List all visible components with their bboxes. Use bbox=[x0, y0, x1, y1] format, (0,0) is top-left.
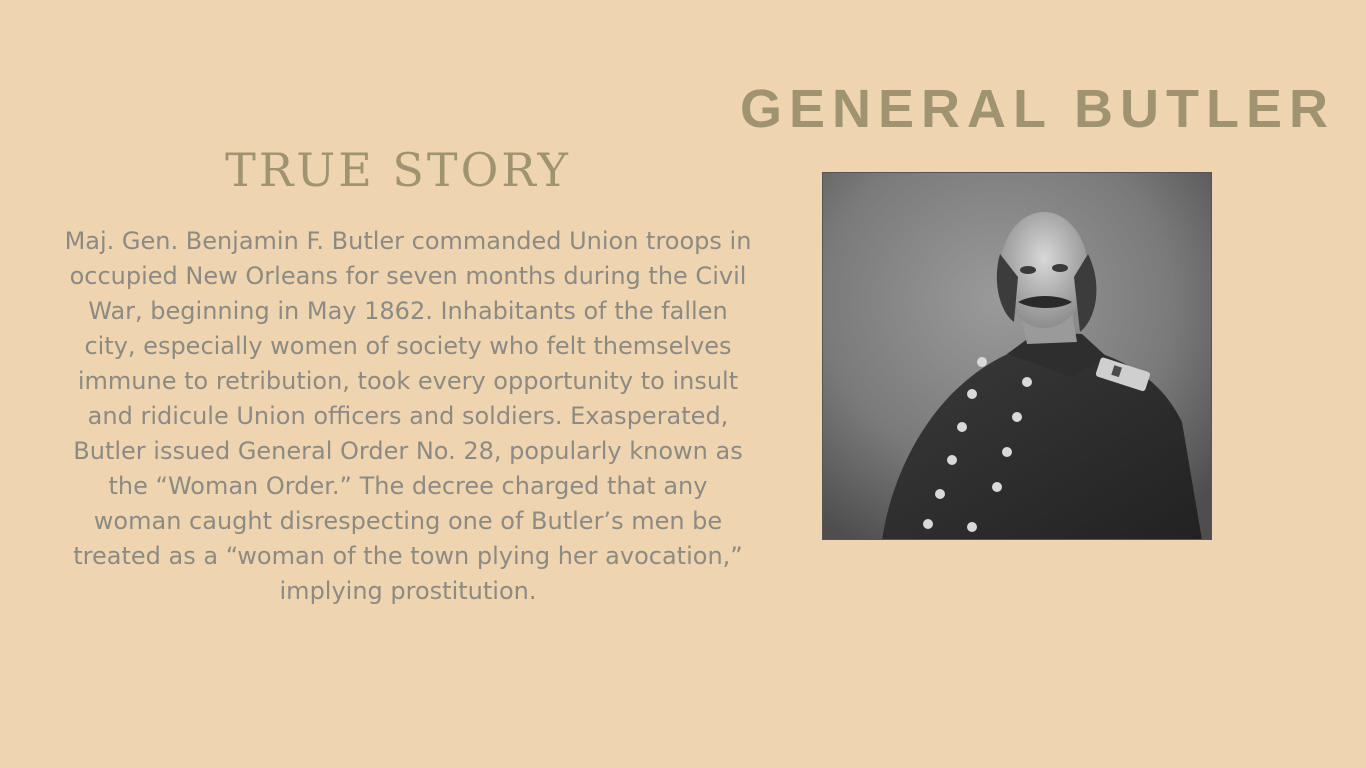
general-portrait-image bbox=[822, 172, 1212, 540]
general-butler-title: GENERAL BUTLER bbox=[740, 79, 1336, 139]
true-story-title: TRUE STORY bbox=[225, 143, 571, 197]
story-paragraph: Maj. Gen. Benjamin F. Butler commanded Union troops in occupied New Orleans for seven months during the Civil War, beginning in May 1862. Inhabitants of the fallen city, especially women of society who felt themselves immune to retribution, took every opportunity to insult and ridicule Union officers and soldiers. Exasperated, Butler issued General Order No. 28, popularly known as the “Woman Order.” The decree charged that any woman caught disrespecting one of Butler’s men be treated as a “woman of the town plying her avocation,” implying prostitution. bbox=[64, 227, 752, 605]
